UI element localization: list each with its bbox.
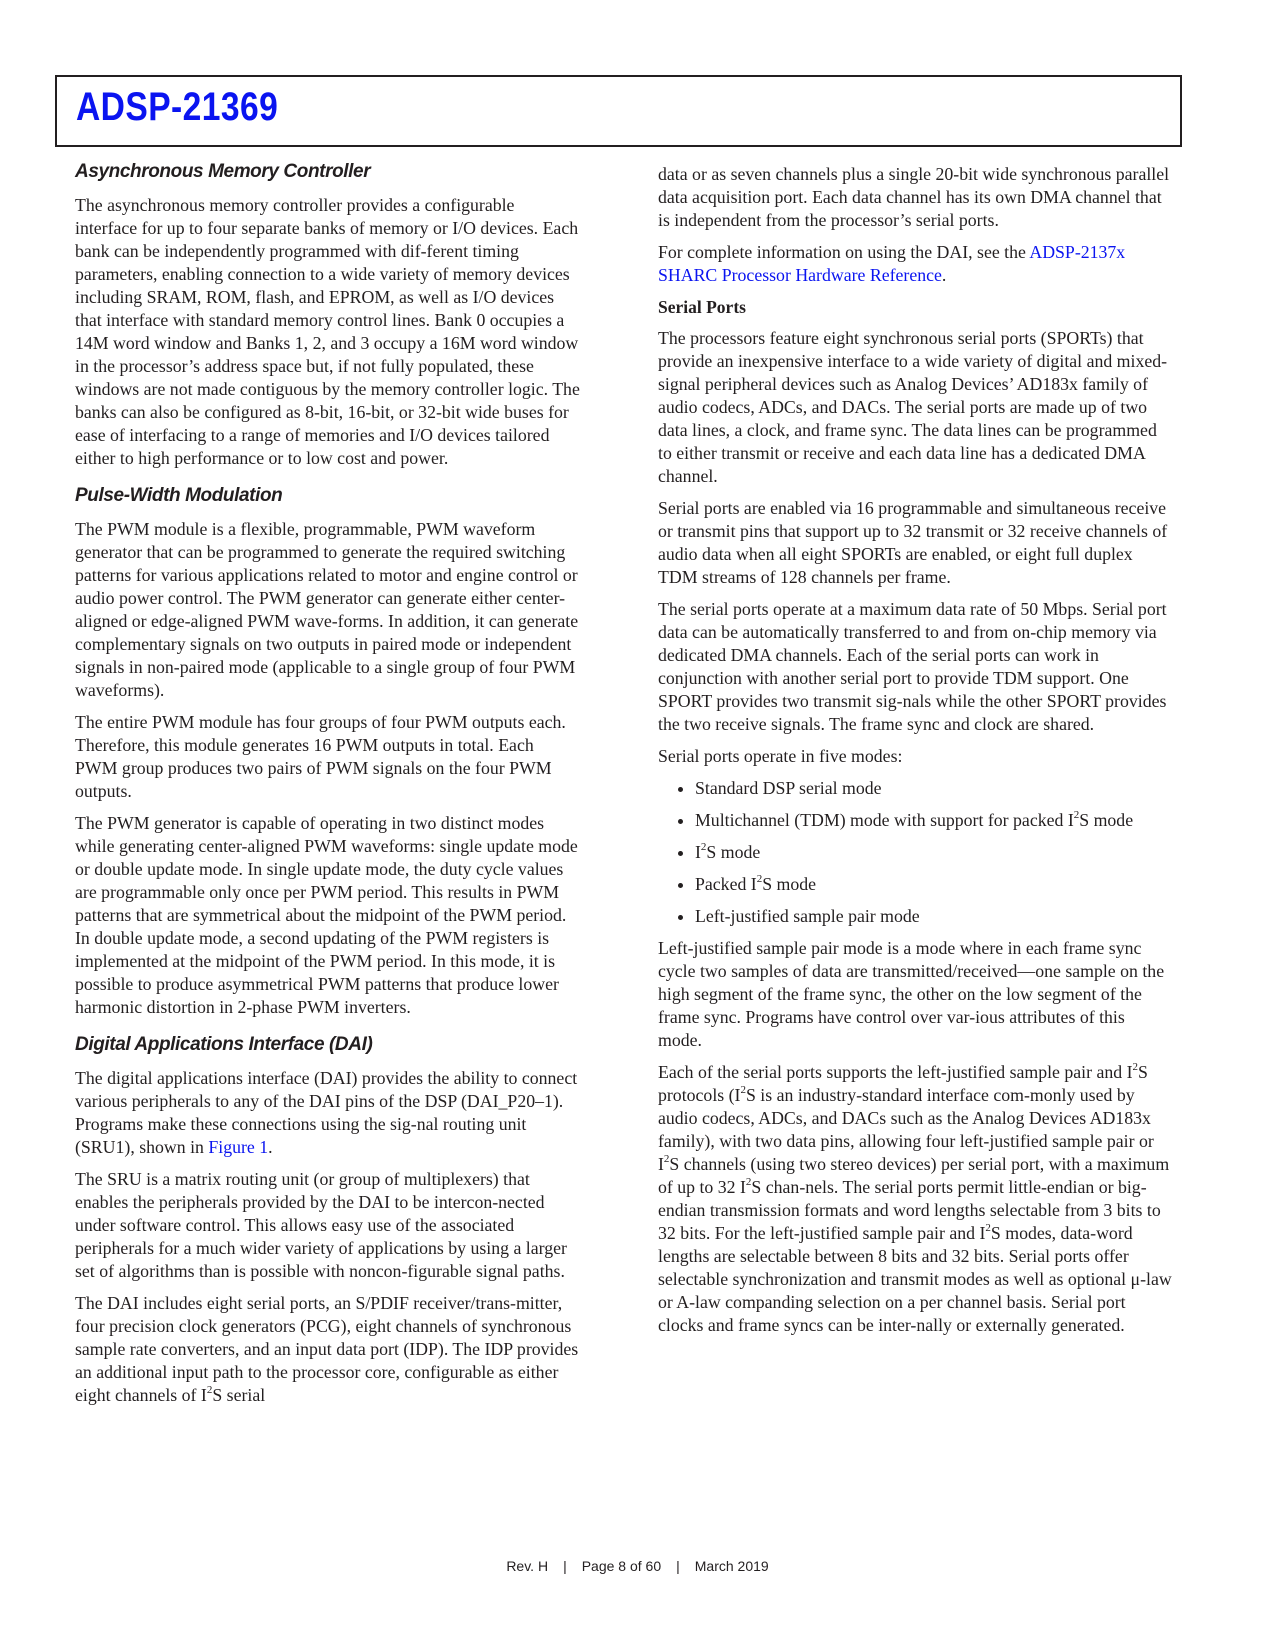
mode-3-end: S mode [706,842,761,862]
sp-p6-text-d: S channels (using two stereo devices) per serial port, with a maximum of up to 32 I [658,1154,1170,1197]
mode-4-text: Packed I [695,874,757,894]
dai-paragraph-2: The SRU is a matrix routing unit (or group of multiplexers) that enables the peripherals provided by the DAI to be intercon-nected under software control. This allows easy use of the associated peripherals for a much wider variety of applications by using a larger set of algorithms than is possible with noncon-figurable signal paths. [75,1169,567,1281]
sp-paragraph-1: The processors feature eight synchronous serial ports (SPORTs) that provide an inexpensive interface to a wide variety of digital and mixed-signal peripheral devices such as Analog Devices’ AD183x family of audio codecs, ADCs, and DACs. The serial ports are made up of two data lines, a clock, and frame sync. The data lines can be programmed to either transmit or receive and each data line has a dedicated DMA channel. [658,328,1168,486]
figure-1-link[interactable]: Figure 1 [208,1137,269,1157]
mode-2-text: Multichannel (TDM) mode with support for packed I [695,810,1074,830]
dai-p3-text: The DAI includes eight serial ports, an S/PDIF receiver/trans-mitter, four precision clock generators (PCG), eight channels of synchronous sample rate converters, and an input data port (IDP). The IDP provides an additional input path to the processor core, configurable as either eight channels of I [75,1293,579,1405]
mode-5-text: Left-justified sample pair mode [695,906,920,926]
doc-title: ADSP-21369 [76,85,279,129]
list-item [695,873,1173,896]
list-item [695,809,1173,832]
mode-1-text: Standard DSP serial mode [695,778,882,798]
page-number: Page 8 of 60 [581,1558,662,1574]
superscript-2: 2 [985,1222,991,1235]
mode-2-end: S mode [1079,810,1134,830]
serial-modes-list [658,777,1173,928]
sp-p6-text-a: Each of the serial ports supports the left-justified sample pair and I [658,1062,1133,1082]
superscript-2: 2 [206,1384,213,1397]
superscript-2: 2 [1073,809,1080,822]
sp-paragraph-2: Serial ports are enabled via 16 programmable and simultaneous receive or transmit pins that support up to 32 transmit or 32 receive channels of audio data when all eight SPORTs are enabled, or eight full duplex TDM streams of 128 channels per frame. [658,498,1168,587]
sp-paragraph-4: Serial ports operate in five modes: [658,746,903,766]
sp-paragraph-5: Left-justified sample pair mode is a mode where in each frame sync cycle two samples of data are transmitted/received—one sample on the high segment of the frame sync, the other on the low segment of the frame sync. Programs have control over var-ious attributes of this mode. [658,938,1165,1050]
dai-paragraph-1 [75,1067,580,1159]
dai-info-paragraph [658,241,1173,287]
publish-date: March 2019 [694,1558,769,1574]
sp-p6-text-c: S is an industry-standard interface com-monly used by audio codecs, ADCs, and DACs such as the Analog Devices AD183x family), with two data pins, allowing four left-justified sample pair or I [658,1085,1154,1174]
header-box [55,75,1182,147]
pwm-paragraph-3: The PWM generator is capable of operating in two distinct modes while generating center-aligned PWM waveforms: single update mode or double update mode. In single update mode, the duty cycle values are programmable only once per PWM period. This results in PWM patterns that are symmetrical about the midpoint of the PWM period. In double update mode, a second updating of the PWM registers is implemented at the midpoint of the PWM period. In this mode, it is possible to produce asymmetrical PWM patterns that produce lower harmonic distortion in 2-phase PWM inverters. [75,813,578,1017]
footer-separator: | [676,1558,680,1574]
async-paragraph-1: The asynchronous memory controller provides a configurable interface for up to four separate banks of memory or I/O devices. Each bank can be independently programmed with dif-ferent timing parameters, enabling connection to a wide variety of memory devices including SRAM, ROM, flash, and EPROM, as well as I/O devices that interface with standard memory control lines. Bank 0 occupies a 14M word window and Banks 1, 2, and 3 occupy a 16M word window in the processor’s address space but, if not fully populated, these windows are not made contiguous by the memory controller logic. The banks can also be configured as 8-bit, 16-bit, or 32-bit wide buses for ease of interfacing to a range of memories and I/O devices tailored either to high performance or to low cost and power. [75,195,580,468]
sp-p6-text-e: S chan-nels. The serial ports permit little-endian or big-endian transmission formats and word lengths selectable from 3 bits to 32 bits. For the left-justified sample pair and I [658,1177,1161,1243]
dai-info-text: For complete information on using the DAI, see the [658,242,1030,262]
hardware-reference-link[interactable]: ADSP-2137x SHARC Processor Hardware Reference [658,242,1126,285]
heading-serial-ports: Serial Ports [658,297,746,317]
pwm-paragraph-1: The PWM module is a flexible, programmable, PWM waveform generator that can be programmed to generate the required switching patterns for various applications related to motor and engine control or audio power control. The PWM generator can generate either center-aligned or edge-aligned PWM wave-forms. In addition, it can generate complementary signals on two outputs in paired mode or independent signals in non-paired mode (applicable to a single group of four PWM waveforms). [75,519,579,700]
right-column [658,163,1173,1346]
superscript-2: 2 [740,1084,746,1097]
list-item [695,841,1173,864]
dai-continued-paragraph: data or as seven channels plus a single 20-bit wide synchronous parallel data acquisition port. Each data channel has its own DMA channel that is independent from the processor’s serial ports. [658,164,1170,230]
pwm-paragraph-2: The entire PWM module has four groups of four PWM outputs each. Therefore, this module generates 16 PWM outputs in total. Each PWM group produces two pairs of PWM signals on the four PWM outputs. [75,712,566,801]
list-item [695,777,1173,800]
sp-p6-text-b: S protocols (I [658,1062,1148,1105]
sp-paragraph-6 [658,1061,1173,1337]
superscript-2: 2 [745,1176,752,1189]
dai-p1-text: The digital applications interface (DAI) provides the ability to connect various peripherals to any of the DAI pins of the DSP (DAI_P20–1). Programs make these connections using the sig-nal routing unit (SRU1), shown in [75,1068,578,1157]
dai-paragraph-3 [75,1292,580,1407]
left-column [75,160,580,1416]
list-item [695,905,1173,928]
superscript-2: 2 [756,873,763,886]
sp-p6-text-f: S modes, data-word lengths are selectable between 8 bits and 32 bits. Serial ports offer selectable synchronization and transmit modes as well as optional μ-law or A-law companding selection on a per channel basis. Serial port clocks and frame syncs can be inter-nally or externally generated. [658,1223,1172,1335]
superscript-2: 2 [1132,1061,1139,1074]
sp-paragraph-3: The serial ports operate at a maximum data rate of 50 Mbps. Serial port data can be automatically transferred to and from on-chip memory via dedicated DMA channels. Each of the serial ports can work in conjunction with another serial port to provide TDM support. One SPORT provides two transmit sig-nals while the other SPORT provides the two receive signals. The frame sync and clock are shared. [658,599,1167,734]
page-footer [0,1558,1275,1574]
superscript-2: 2 [663,1153,670,1166]
mode-3-text: I [695,842,701,862]
heading-dai: Digital Applications Interface (DAI) [75,1034,373,1055]
dai-info-end: . [941,265,947,285]
dai-p1-end: . [268,1137,273,1157]
superscript-2: 2 [700,841,707,854]
heading-pwm: Pulse-Width Modulation [75,485,283,506]
heading-async-memory: Asynchronous Memory Controller [75,161,371,182]
dai-p3-end: S serial [212,1385,266,1405]
revision: Rev. H [506,1558,549,1574]
footer-separator: | [563,1558,567,1574]
mode-4-end: S mode [762,874,817,894]
